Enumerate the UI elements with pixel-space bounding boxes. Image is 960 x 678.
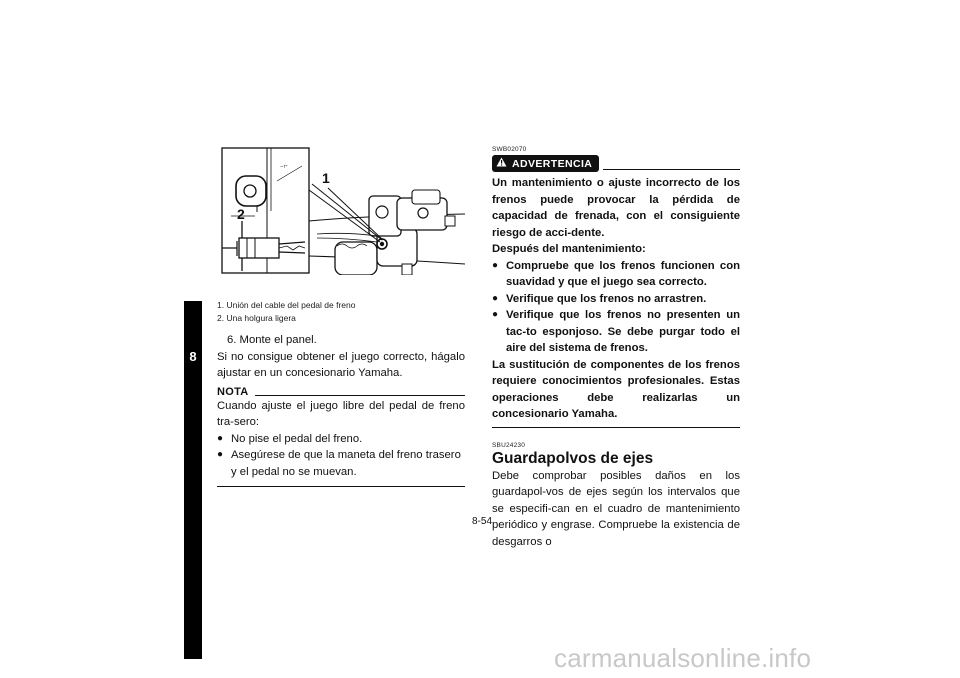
nota-title: NOTA — [217, 385, 249, 398]
warning-bullet: ● Verifique que los frenos no presenten un tac-to esponjoso. Se debe purgar todo el aire del sistema de frenos. — [492, 307, 740, 357]
warning-closing: La sustitución de componentes de los frenos requiere conocimientos profesionales. Estas operaciones debe realizarlas un concesionario Yamaha. — [492, 358, 740, 420]
svg-text:-ၢ-: -ၢ- — [280, 163, 288, 170]
warning-title: ADVERTENCIA — [512, 157, 593, 170]
left-paragraph: Si no consigue obtener el juego correcto, hágalo ajustar en un concesionario Yamaha. — [217, 350, 465, 379]
warning-bullet: ● Verifique que los frenos no arrastren. — [492, 291, 740, 308]
bullet-dot-icon: ● — [217, 449, 224, 460]
figure-captions — [217, 299, 465, 325]
nota-bullet: ● Asegúrese de que la maneta del freno trasero y el pedal no se muevan. — [217, 447, 465, 480]
brake-cable-figure — [217, 146, 465, 275]
warning-bullet: ● Compruebe que los frenos funcionen con suavidad y que el juego sea correcto. — [492, 258, 740, 291]
callout-1: 1 — [322, 170, 330, 186]
warning-heading — [492, 155, 740, 172]
step-6: 6. Monte el panel. — [227, 334, 317, 346]
nota-end-rule — [217, 486, 465, 487]
bullet-dot-icon: ● — [492, 309, 499, 320]
after-maintenance-title: Después del mantenimiento: — [492, 243, 646, 255]
bullet-dot-icon: ● — [217, 432, 224, 444]
warning-badge — [492, 155, 599, 172]
caption-1: 1. Unión del cable del pedal de freno — [217, 300, 356, 310]
nota-text: Cuando ajuste el juego libre del pedal de freno tra-sero: — [217, 399, 465, 428]
bullet-dot-icon: ● — [492, 292, 499, 304]
nota-heading — [217, 386, 465, 398]
warning-triangle-icon — [496, 157, 507, 170]
warning-code: SWB02070 — [492, 146, 527, 153]
nota-bullet: ● No pise el pedal del freno. — [217, 431, 465, 448]
chapter-tab — [184, 301, 202, 659]
bullet-dot-icon: ● — [492, 259, 499, 271]
callout-2: 2 — [237, 206, 245, 222]
section-code: SBU24230 — [492, 441, 526, 449]
right-column — [492, 146, 740, 550]
section-title: Guardapolvos de ejes — [492, 449, 654, 467]
section-text: Debe comprobar posibles daños en los guardapol-vos de ejes según los intervalos que se especifi-can en el cuadro de mantenimiento periódico y engrase. Compruebe la existencia de desgarros o — [492, 469, 740, 548]
warning-end-rule — [492, 427, 740, 428]
watermark: carmanualsonline.info — [554, 643, 812, 673]
left-column — [217, 146, 465, 487]
warning-text: Un mantenimiento o ajuste incorrecto de los frenos puede provocar la pérdida de capacidad de frenada, con el consiguiente riesgo de acci-dente. — [492, 177, 740, 239]
brake-cable-illustration — [217, 146, 465, 275]
warning-rule — [603, 169, 740, 170]
caption-2: 2. Una holgura ligera — [217, 313, 296, 323]
page-number: 8-54 — [471, 516, 492, 527]
chapter-number: 8 — [189, 349, 197, 364]
nota-rule — [255, 395, 465, 396]
